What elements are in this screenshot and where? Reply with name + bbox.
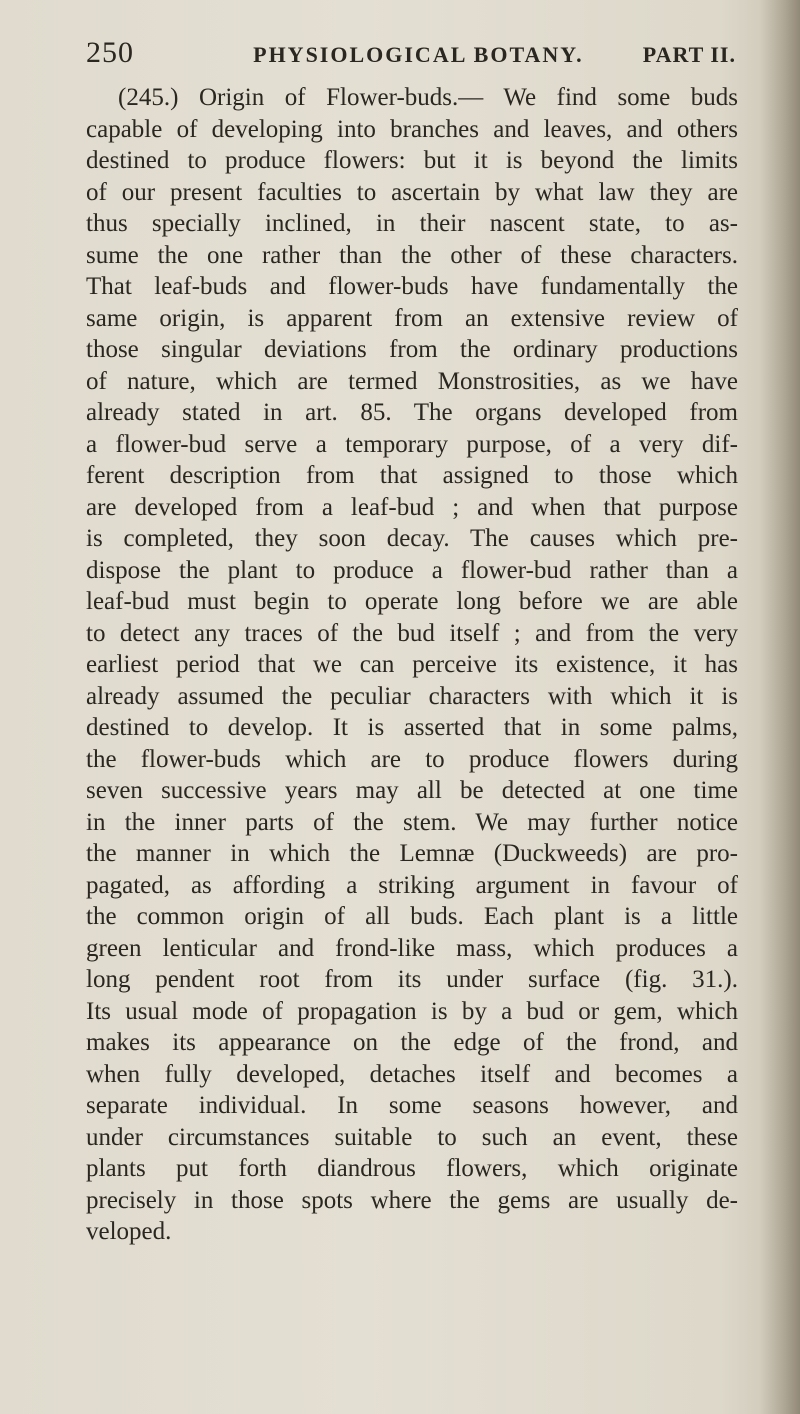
text-line: when fully developed, detaches itself and becomes a: [86, 1060, 738, 1088]
text-line: makes its appearance on the edge of the frond, and: [86, 1029, 738, 1056]
text-line: separate individual. In some seasons however, and: [86, 1092, 738, 1119]
part-label: PART II.: [642, 42, 736, 67]
text-line: already assumed the peculiar characters with which it is: [86, 682, 738, 710]
text-line: dispose the plant to produce a flower-bud rather than a: [86, 556, 738, 584]
text-line: ferent description from that assigned to those which: [86, 462, 738, 489]
text-line: (245.) Origin of Flower-buds.— We find some buds: [118, 84, 738, 111]
text-line: plants put forth diandrous flowers, which originate: [86, 1155, 738, 1182]
text-line: same origin, is apparent from an extensive review of: [86, 304, 738, 332]
text-line: destined to produce flowers: but it is beyond the limits: [86, 147, 738, 174]
text-line: thus specially inclined, in their nascent state, to as-: [86, 210, 738, 237]
text-line: already stated in art. 85. The organs developed from: [86, 399, 738, 426]
page-edge-shadow: [760, 0, 800, 1414]
text-line: green lenticular and frond-like mass, which produces a: [86, 934, 738, 962]
text-line: the common origin of all buds. Each plant is a little: [86, 903, 738, 930]
text-line: That leaf-buds and flower-buds have fundamentally the: [86, 273, 738, 300]
text-line: leaf-bud must begin to operate long before we are able: [86, 588, 738, 615]
running-title: PHYSIOLOGICAL BOTANY.: [253, 42, 584, 67]
text-line: destined to develop. It is asserted that in some palms,: [86, 714, 738, 741]
text-line: of nature, which are termed Monstrosities, as we have: [86, 367, 738, 395]
text-line: a flower-bud serve a temporary purpose, of a very dif-: [86, 430, 738, 458]
text-line: seven successive years may all be detected at one time: [86, 777, 738, 804]
page-header: [86, 36, 736, 70]
text-line: earliest period that we can perceive its existence, it has: [86, 651, 738, 678]
text-line: pagated, as affording a striking argument in favour of: [86, 871, 738, 899]
text-line: the flower-buds which are to produce flowers during: [86, 745, 738, 773]
text-line: sume the one rather than the other of these characters.: [86, 241, 738, 269]
body-paragraph: [86, 82, 738, 1248]
text-line: those singular deviations from the ordinary productions: [86, 336, 738, 363]
text-line: is completed, they soon decay. The causes which pre-: [86, 525, 738, 552]
text-line: to detect any traces of the bud itself ; and from the very: [86, 619, 738, 647]
text-line: in the inner parts of the stem. We may further notice: [86, 808, 738, 836]
text-line: precisely in those spots where the gems are usually de-: [86, 1186, 738, 1214]
text-line: Its usual mode of propagation is by a bud or gem, which: [86, 997, 738, 1025]
text-line: the manner in which the Lemnæ (Duckweeds) are pro-: [86, 840, 738, 867]
text-line: veloped.: [86, 1218, 172, 1245]
text-line: are developed from a leaf-bud ; and when that purpose: [86, 493, 738, 521]
page-number: 250: [86, 36, 134, 69]
text-line: long pendent root from its under surface (fig. 31.).: [86, 966, 738, 993]
text-line: capable of developing into branches and leaves, and others: [86, 115, 738, 143]
text-line: of our present faculties to ascertain by what law they are: [86, 178, 738, 206]
text-line: under circumstances suitable to such an event, these: [86, 1123, 738, 1151]
